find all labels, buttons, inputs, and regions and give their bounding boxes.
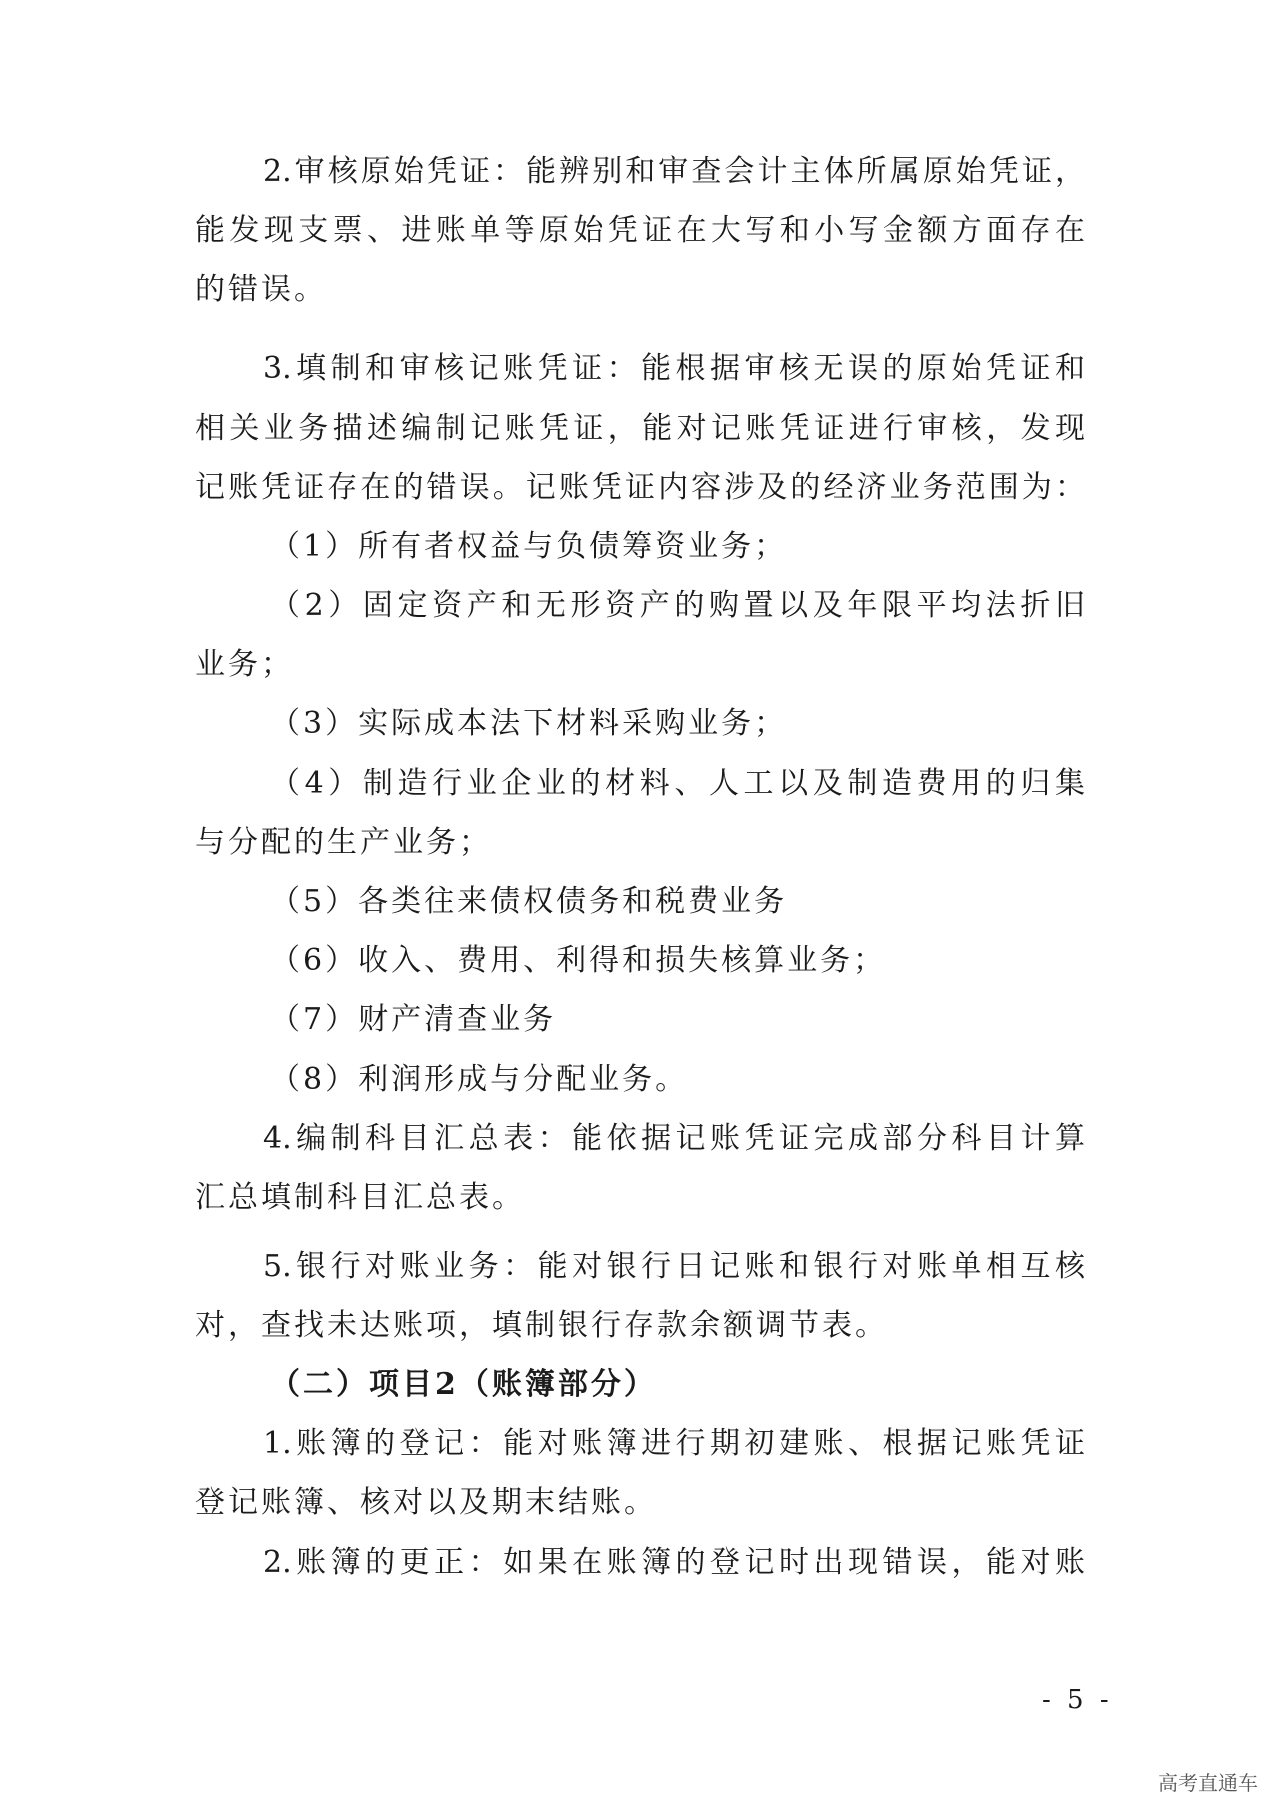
list-item: （1）所有者权益与负债筹资业务；	[270, 529, 788, 564]
list-item: （8）利润形成与分配业务。	[270, 1062, 689, 1097]
paragraph-line: 2.账簿的更正：如果在账簿的登记时出现错误，能对账	[263, 1545, 1085, 1580]
paragraph-line: 5.银行对账业务：能对银行日记账和银行对账单相互核	[263, 1249, 1085, 1284]
paragraph-line: 3.填制和审核记账凭证：能根据审核无误的原始凭证和	[263, 351, 1085, 386]
paragraph-line: 汇总填制科目汇总表。	[195, 1180, 525, 1215]
paragraph-line: 1.账簿的登记：能对账簿进行期初建账、根据记账凭证	[263, 1426, 1085, 1461]
list-item-continuation: 业务；	[195, 647, 294, 682]
paragraph-line: 的错误。	[195, 272, 327, 307]
paragraph-line: 登记账簿、核对以及期末结账。	[195, 1485, 657, 1520]
watermark-label: 高考直通车	[1154, 1765, 1262, 1798]
page-number: - 5 -	[1042, 1685, 1113, 1715]
list-item: （3）实际成本法下材料采购业务；	[270, 706, 788, 741]
list-item: （6）收入、费用、利得和损失核算业务；	[270, 943, 887, 978]
section-heading: （二）项目2（账簿部分）	[270, 1367, 657, 1402]
paragraph-line: 对，查找未达账项，填制银行存款余额调节表。	[195, 1308, 888, 1343]
paragraph-line: 记账凭证存在的错误。记账凭证内容涉及的经济业务范围为：	[195, 470, 1085, 505]
paragraph-line: 2.审核原始凭证：能辨别和审查会计主体所属原始凭证，	[263, 154, 1085, 189]
paragraph-line: 能发现支票、进账单等原始凭证在大写和小写金额方面存在	[195, 213, 1085, 248]
list-item: （4）制造行业企业的材料、人工以及制造费用的归集	[270, 766, 1085, 801]
paragraph-line: 4.编制科目汇总表：能依据记账凭证完成部分科目计算	[263, 1121, 1085, 1156]
list-item: （5）各类往来债权债务和税费业务	[270, 884, 788, 919]
list-item: （7）财产清查业务	[270, 1002, 557, 1037]
list-item-continuation: 与分配的生产业务；	[195, 825, 492, 860]
list-item: （2）固定资产和无形资产的购置以及年限平均法折旧	[270, 588, 1085, 623]
paragraph-line: 相关业务描述编制记账凭证，能对记账凭证进行审核，发现	[195, 411, 1085, 446]
